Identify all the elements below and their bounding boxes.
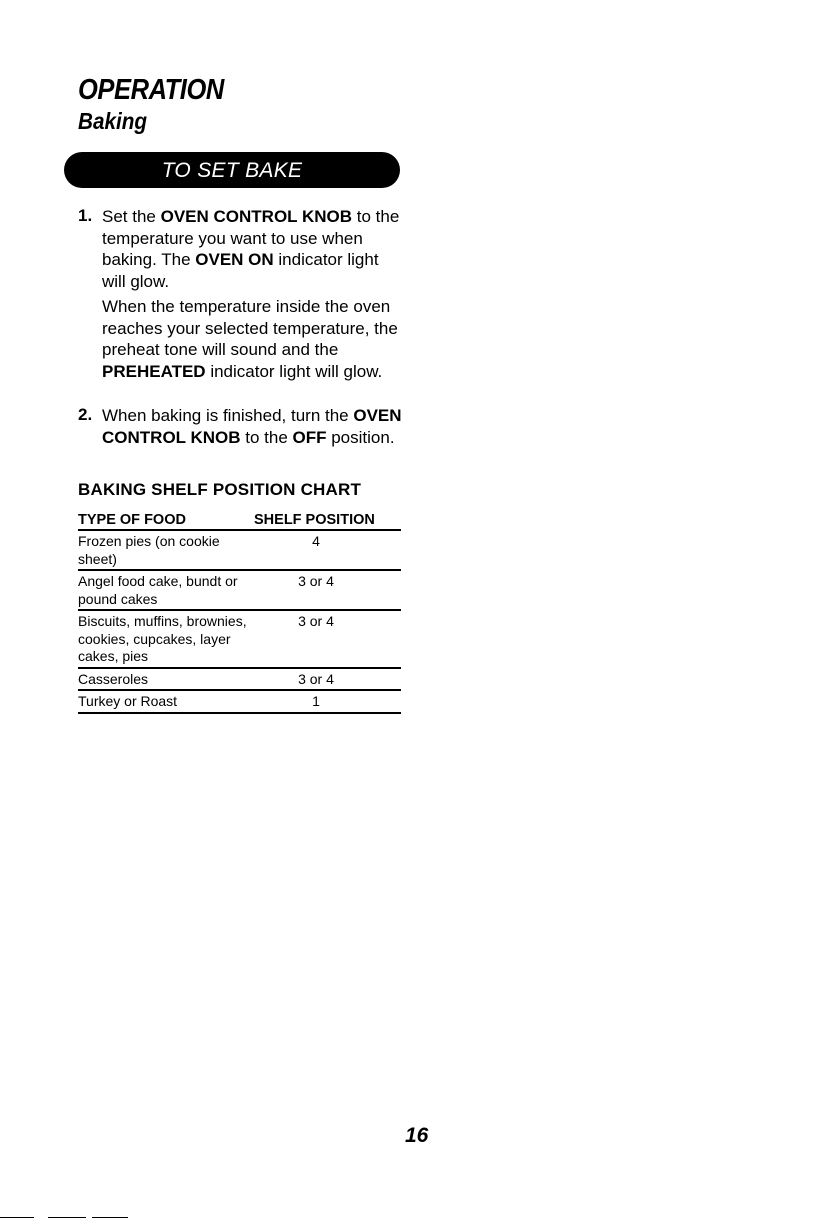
- body-text: to the: [240, 427, 293, 447]
- shelf-chart-title: BAKING SHELF POSITION CHART: [78, 480, 362, 499]
- emphasis-text: PREHEATED: [102, 361, 206, 381]
- body-text: When baking is finished, turn the: [102, 406, 354, 425]
- emphasis-text: OVEN CONTROL KNOB: [102, 406, 402, 447]
- set-bake-banner: [64, 152, 400, 188]
- body-text: Set the: [102, 207, 161, 226]
- step-1-text: [102, 206, 402, 292]
- section-title: OPERATION: [78, 74, 224, 106]
- step-1-number: 1.: [78, 206, 93, 225]
- emphasis-text: OVEN ON: [195, 250, 274, 269]
- emphasis-text: OFF: [292, 427, 327, 447]
- food-type: Biscuits, muffins, brownies, cookies, cupcakes, layer cakes, pies: [78, 613, 247, 664]
- step-2: [102, 405, 402, 452]
- table-row: [78, 691, 401, 714]
- emphasis-text: OVEN CONTROL KNOB: [160, 207, 353, 226]
- shelf-position-table: [78, 510, 401, 714]
- scan-edge-mark: [92, 1217, 128, 1218]
- table-row: [78, 611, 401, 669]
- body-text: to the temperature you want to use when baking. The: [102, 207, 400, 269]
- col-shelf-position: SHELF POSITION: [254, 512, 375, 528]
- table-row: [78, 571, 401, 611]
- food-type: Turkey or Roast: [78, 693, 178, 709]
- section-subtitle: Baking: [78, 108, 148, 134]
- banner-label: TO SET BAKE: [161, 159, 303, 182]
- shelf-position: 4: [312, 533, 320, 549]
- step-1: [102, 206, 402, 386]
- page-number: 16: [405, 1124, 429, 1147]
- step-1-note: [102, 296, 402, 382]
- step-2-text: [102, 405, 402, 448]
- table-header: [78, 510, 401, 531]
- shelf-position: 3 or 4: [298, 613, 334, 629]
- shelf-position: 3 or 4: [298, 573, 334, 589]
- step-2-number: 2.: [78, 405, 93, 424]
- food-type: Casseroles: [78, 670, 149, 687]
- shelf-position: 1: [312, 693, 320, 709]
- body-text: indicator light will glow.: [102, 250, 379, 291]
- food-type: Angel food cake, bundt or pound cakes: [78, 573, 238, 607]
- col-type-of-food: TYPE OF FOOD: [78, 512, 186, 528]
- table-row: [78, 531, 401, 571]
- body-text: indicator light will glow.: [205, 361, 383, 381]
- food-type: Frozen pies (on cookie sheet): [78, 533, 220, 567]
- body-text: When the temperature inside the oven reaches your selected temperature, the preheat tone will sound and the: [102, 297, 398, 359]
- shelf-position: 3 or 4: [298, 670, 334, 687]
- scan-edge-mark: [48, 1217, 86, 1218]
- table-row: [78, 669, 401, 692]
- body-text: position.: [326, 427, 395, 447]
- scan-edge-mark: [0, 1217, 34, 1218]
